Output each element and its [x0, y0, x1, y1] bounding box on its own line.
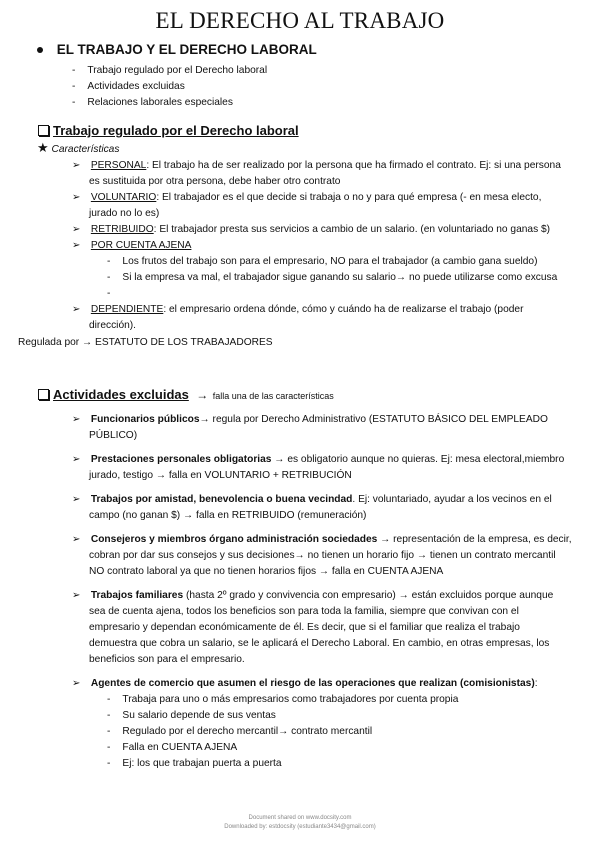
sub-item: - Regulado por el derecho mercantil→ contrato mercantil: [107, 726, 373, 737]
sub-item: - Trabaja para uno o más empresarios como trabajadores por cuenta propia: [107, 694, 459, 705]
sub-item: - Ej: los que trabajan puerta a puerta: [107, 758, 282, 769]
footer-shared: Document shared on www.docsity.com: [248, 815, 352, 821]
bullet-icon: [37, 47, 43, 53]
characteristics-label: ★ Características: [37, 140, 120, 155]
page-title: EL DERECHO AL TRABAJO: [155, 8, 445, 33]
list-item: - Actividades excluidas: [72, 81, 185, 92]
arrow-bullet-icon: ➢: [72, 224, 81, 235]
list-item-continuation: jurado no lo es): [89, 208, 160, 219]
list-item-continuation: sea de cuenta ajena, todos los beneficios son para toda la familia, siempre que convivan con el: [89, 606, 519, 617]
checkbox-bullet-icon: [38, 389, 49, 400]
arrow-bullet-icon: ➢: [72, 590, 81, 601]
list-item-continuation: dirección).: [89, 320, 136, 331]
section1-heading: [37, 42, 317, 57]
list-item: ➢ Consejeros y miembros órgano administración sociedades → representación de la empresa, es decir,: [72, 532, 572, 548]
list-item-dependiente: ➢ DEPENDIENTE: el empresario ordena dónde, cómo y cuándo ha de realizarse el trabajo (poder: [72, 302, 524, 318]
list-item-continuation: cobran por dar sus consejos y sus decisiones→ no tienen un horario fijo → tienen un contrato mercantil: [89, 550, 556, 561]
list-item: ➢ Prestaciones personales obligatorias → es obligatorio aunque no quieras. Ej: mesa electoral,miembro: [72, 452, 564, 468]
list-item-continuation: NO contrato laboral ya que no tienen horarios fijos → falla en CUENTA AJENA: [89, 566, 444, 577]
section2-heading: Trabajo regulado por el Derecho laboral: [38, 123, 299, 138]
arrow-bullet-icon: ➢: [72, 454, 81, 465]
arrow-bullet-icon: ➢: [72, 304, 81, 315]
list-item-continuation: campo (no ganan $) → falla en RETRIBUIDO (remuneración): [89, 510, 367, 521]
list-item-ajena: ➢ POR CUENTA AJENA: [72, 238, 191, 254]
list-item-personal: ➢ PERSONAL: El trabajo ha de ser realizado por la persona que ha firmado el contrato. Ej: si una persona: [72, 158, 561, 174]
list-item: - Relaciones laborales especiales: [72, 97, 233, 108]
star-icon: ★: [37, 140, 49, 155]
list-item: ➢ Trabajos por amistad, benevolencia o buena vecindad. Ej: voluntariado, ayudar a los vecinos en el: [72, 492, 552, 508]
list-item-continuation: demuestra que cobra un salario, se le aplicará el Derecho Laboral. En cambio, en otras empresas, los: [89, 638, 550, 649]
arrow-bullet-icon: ➢: [72, 240, 81, 251]
list-item-retribuido: ➢ RETRIBUIDO: El trabajador presta sus servicios a cambio de un salario. (en voluntariado no ganas $): [72, 222, 550, 238]
list-item-voluntario: ➢ VOLUNTARIO: El trabajador es el que decide si trabaja o no y para qué empresa (- en mesa electo,: [72, 190, 541, 206]
list-item-continuation: jurado, testigo → falla en VOLUNTARIO + RETRIBUCIÓN: [89, 470, 352, 481]
arrow-bullet-icon: ➢: [72, 494, 81, 505]
list-item-continuation: beneficios son para el empresario.: [89, 654, 245, 665]
regulada-line: Regulada por → ESTATUTO DE LOS TRABAJADORES: [18, 337, 273, 348]
checkbox-bullet-icon: [38, 125, 49, 136]
arrow-bullet-icon: ➢: [72, 160, 81, 171]
arrow-bullet-icon: ➢: [72, 534, 81, 545]
footer-downloaded: Downloaded by: estdocsity (estudiante3434@gmail.com): [224, 824, 376, 830]
sub-item: - Su salario depende de sus ventas: [107, 710, 276, 721]
arrow-bullet-icon: ➢: [72, 414, 81, 425]
list-item: ➢ Agentes de comercio que asumen el riesgo de las operaciones que realizan (comisionistas):: [72, 676, 538, 692]
arrow-bullet-icon: ➢: [72, 192, 81, 203]
list-item-continuation: empresario y dependan económicamente de él. Es decir, que si el familiar que realiza el trabajo: [89, 622, 520, 633]
list-item: ➢ Funcionarios públicos→ regula por Derecho Administrativo (ESTATUTO BÁSICO DEL EMPLEADO: [72, 412, 548, 428]
sub-item-empty: -: [107, 288, 111, 299]
section1-heading-text: EL TRABAJO Y EL DERECHO LABORAL: [56, 42, 317, 57]
sub-item: - Los frutos del trabajo son para el empresario, NO para el trabajador (a cambio gana sueldo): [107, 256, 538, 267]
sub-item: - Falla en CUENTA AJENA: [107, 742, 238, 753]
sub-item: - Si la empresa va mal, el trabajador sigue ganando su salario→ no puede utilizarse como excusa: [107, 272, 558, 283]
list-item-continuation: es sustituida por otra persona, debe haber otro contrato: [89, 176, 341, 187]
arrow-bullet-icon: ➢: [72, 678, 81, 689]
section3-heading: Actividades excluidas → falla una de las características: [38, 386, 334, 404]
list-item-continuation: PÚBLICO): [89, 430, 138, 441]
list-item: - Trabajo regulado por el Derecho laboral: [72, 65, 268, 76]
list-item: ➢ Trabajos familiares (hasta 2º grado y convivencia con empresario) → están excluidos porque aunque: [72, 588, 553, 604]
